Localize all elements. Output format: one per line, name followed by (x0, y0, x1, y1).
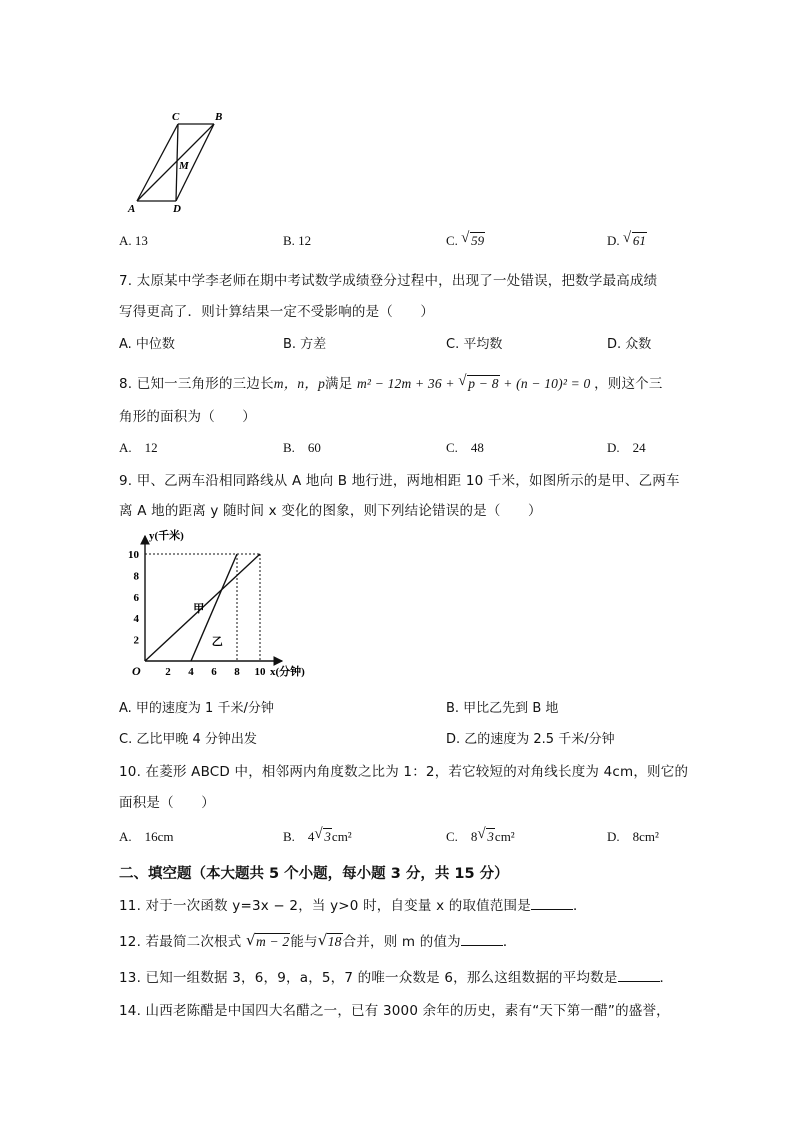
label-d: D (173, 203, 181, 215)
x-axis-label: x(分钟) (270, 666, 305, 678)
q8-equation: m² − 12m + 36 + √ p − 8 + (n − 10)² = 0 (356, 373, 591, 391)
section-2-heading: 二、填空题（本大题共 5 个小题，每小题 3 分，共 15 分） (119, 866, 509, 882)
y-tick-label: 6 (133, 591, 139, 604)
q8-line1: 8. 已知一三角形的三边长m，n，p满足 m² − 12m + 36 + √ p − 8 + (n − 10)² = 0 ，则这个三 (119, 373, 663, 392)
q6-option-c: C. √ 59 (446, 230, 485, 248)
q8-line2: 角形的面积为（ ） (119, 409, 256, 425)
q10-option-d: D. 8cm² (607, 829, 659, 844)
sqrt-18: √ 18 (317, 931, 342, 949)
y-tick-label: 2 (133, 634, 139, 647)
edge-ac (137, 124, 178, 201)
q9-option-b: B. 甲比乙先到 B 地 (446, 701, 559, 716)
q7-option-b: B. 方差 (283, 337, 327, 352)
q7-option-d: D. 众数 (607, 337, 652, 352)
label-a: A (128, 203, 136, 215)
sqrt-m-minus-2: √ m − 2 (245, 931, 290, 949)
y-axis-label: y(千米) (149, 530, 184, 542)
sqrt-3-b: √ 3 (314, 826, 331, 844)
q12-answer-blank (461, 933, 503, 946)
q9-option-d: D. 乙的速度为 2.5 千米/分钟 (446, 732, 615, 747)
q9-line2: 离 A 地的距离 y 随时间 x 变化的图象，则下列结论错误的是（ ） (119, 503, 542, 519)
q11-answer-blank (531, 897, 573, 910)
q8-option-b: B. 60 (283, 440, 321, 455)
q12: 12. 若最简二次根式 √ m − 2能与 √ 18合并，则 m 的值为 ． (119, 931, 517, 950)
q13: 13. 已知一组数据 3，6，9，a，5，7 的唯一众数是 6，那么这组数据的平均数是 ． (119, 970, 674, 986)
chart-series (145, 554, 260, 661)
parallelogram-figure (120, 108, 240, 218)
origin-label: O (132, 664, 141, 678)
distance-time-chart (110, 525, 330, 680)
q10-option-a: A. 16cm (119, 829, 174, 844)
q9-line1: 9. 甲、乙两车沿相同路线从 A 地向 B 地行进，两地相距 10 千米，如图所示的是甲、乙两车 (119, 473, 680, 489)
sqrt-p-minus-8: √ p − 8 (458, 373, 499, 391)
x-tick-label: 10 (254, 666, 266, 678)
q7-option-a: A. 中位数 (119, 337, 175, 352)
sqrt-59: √ 59 (461, 230, 485, 248)
x-tick-label: 8 (234, 666, 240, 678)
q10-line1: 10. 在菱形 ABCD 中，相邻两内角度数之比为 1：2，若它较短的对角线长度为 4cm，则它的 (119, 764, 689, 780)
y-tick-label: 8 (133, 570, 139, 583)
q8-option-a: A. 12 (119, 440, 158, 455)
q7-line2: 写得更高了．则计算结果一定不受影响的是（ ） (119, 304, 435, 320)
series-label-jia: 甲 (193, 602, 205, 615)
label-m: M (179, 160, 189, 172)
sqrt-61: √ 61 (622, 230, 646, 248)
q11: 11. 对于一次函数 y=3x − 2，当 y>0 时，自变量 x 的取值范围是 ． (119, 898, 587, 914)
x-tick-label: 4 (188, 666, 194, 678)
q10-line2: 面积是（ ） (119, 795, 215, 811)
q6-option-a: A. 13 (119, 233, 148, 248)
q8-option-c: C. 48 (446, 440, 484, 455)
q13-answer-blank (618, 969, 660, 982)
y-tick-label: 4 (133, 613, 139, 626)
sqrt-3-c: √ 3 (477, 826, 494, 844)
q8-option-d: D. 24 (607, 440, 646, 455)
x-tick-label: 6 (211, 666, 217, 678)
label-b: B (215, 111, 223, 123)
q6-option-b: B. 12 (283, 233, 312, 248)
q10-option-c: C. 8 √ 3cm² (446, 826, 515, 844)
q9-option-c: C. 乙比甲晚 4 分钟出发 (119, 732, 257, 747)
q7-line1: 7. 太原某中学李老师在期中考试数学成绩登分过程中，出现了一处错误，把数学最高成绩 (119, 273, 658, 289)
label-c: C (172, 111, 180, 123)
y-tick-label: 10 (128, 549, 139, 561)
q10-option-b: B. 4 √ 3cm² (283, 826, 352, 844)
diagonal-ab (137, 124, 214, 201)
x-tick-label: 2 (165, 666, 171, 678)
q14-line1: 14. 山西老陈醋是中国四大名醋之一，已有 3000 余年的历史，素有“天下第一醋”的盛誉， (119, 1003, 670, 1019)
series-label-yi: 乙 (211, 635, 223, 648)
q6-option-d: D. √ 61 (607, 230, 646, 248)
q9-option-a: A. 甲的速度为 1 千米/分钟 (119, 701, 274, 716)
q7-option-c: C. 平均数 (446, 337, 503, 352)
